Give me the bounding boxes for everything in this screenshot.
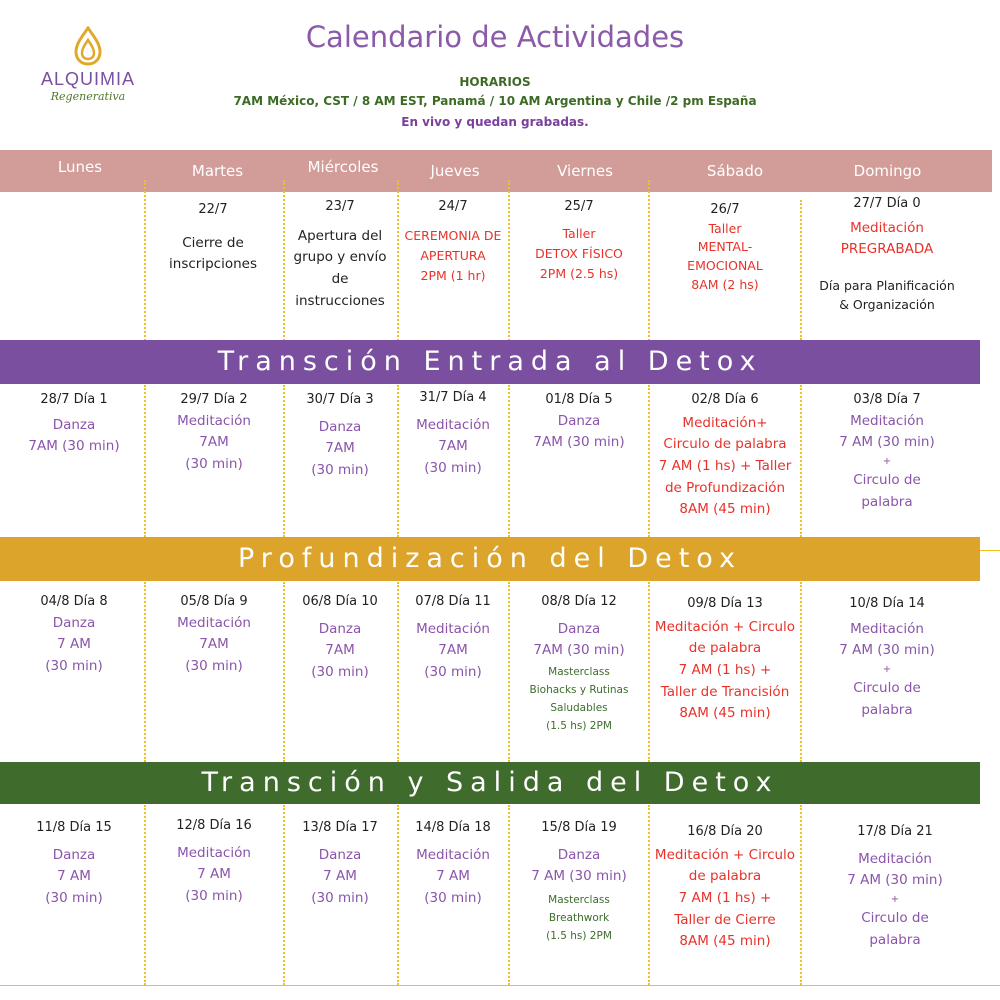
cell-line: 7 AM (1 hs) + <box>678 661 772 678</box>
cell-line: Meditación <box>177 412 251 429</box>
cell-line: Meditación <box>177 614 251 631</box>
calendar-cell <box>5 818 143 910</box>
cell-line: 2PM (1 hr) <box>420 267 486 283</box>
cell-line: 7 AM (30 min) <box>847 872 943 889</box>
calendar-cell <box>802 594 972 721</box>
cell-line: Día para Planificación <box>819 277 955 293</box>
cell-line: 7 AM <box>57 636 91 653</box>
cell-line: (30 min) <box>424 663 482 680</box>
cell-date: 17/8 Día 21 <box>857 824 933 839</box>
cell-line: grupo y envío de <box>293 249 387 287</box>
cell-line: 7 AM <box>436 868 470 885</box>
calendar-cell <box>802 390 972 513</box>
cell-line: Taller <box>562 225 596 241</box>
cell-line: palabra <box>861 701 913 718</box>
cell-note: Saludables <box>550 701 608 714</box>
cell-line: Danza <box>52 614 96 631</box>
cell-line: Circulo de <box>853 471 921 488</box>
cell-line: instrucciones <box>295 292 385 309</box>
calendar-cell <box>398 388 508 480</box>
calendar-cell <box>5 592 143 678</box>
column-divider <box>144 180 146 345</box>
cell-line: Danza <box>318 418 362 435</box>
cell-line: (30 min) <box>424 889 482 906</box>
cell-line: + <box>882 663 892 675</box>
cell-line: de Profundización <box>664 479 786 496</box>
cell-line: inscripciones <box>169 256 257 273</box>
calendar-cell <box>398 818 508 910</box>
cell-line: de palabra <box>688 640 762 657</box>
calendar-cell <box>398 592 508 684</box>
cell-line: DETOX FÍSICO <box>535 245 623 261</box>
calendar-cell <box>510 818 648 946</box>
cell-date: 12/8 Día 16 <box>176 818 252 833</box>
cell-date: 01/8 Día 5 <box>545 392 613 407</box>
calendar-cell <box>648 822 802 953</box>
cell-line: Meditación <box>850 412 924 429</box>
calendar-cell <box>285 390 395 482</box>
cell-line: Taller <box>708 220 742 236</box>
cell-line: 8AM (45 min) <box>679 705 771 722</box>
page-title: Calendario de Actividades <box>305 20 685 54</box>
cell-line: 7 AM (1 hs) + Taller <box>658 457 792 474</box>
cell-note: (1.5 hs) 2PM <box>546 719 612 732</box>
cell-line: Danza <box>52 846 96 863</box>
cell-line: Danza <box>318 620 362 637</box>
column-divider <box>648 180 650 345</box>
day-header-tuesday: Martes <box>191 162 244 180</box>
cell-line: Meditación <box>416 620 490 637</box>
cell-line: MENTAL- <box>697 239 753 255</box>
cell-date: 22/7 <box>198 202 228 217</box>
cell-line: Circulo de palabra <box>663 436 787 453</box>
day-header-wednesday: Miércoles <box>307 158 379 176</box>
cell-line: 7AM (30 min) <box>533 642 625 659</box>
schedule-label: HORARIOS <box>459 75 531 89</box>
cell-line: 7AM <box>325 642 355 659</box>
calendar-cell <box>648 594 802 725</box>
cell-date: 14/8 Día 18 <box>415 820 491 835</box>
cell-line: 7AM <box>438 642 468 659</box>
cell-date: 16/8 Día 20 <box>687 824 763 839</box>
cell-line: Meditación <box>850 620 924 637</box>
weekday-header-bar <box>0 150 992 192</box>
phase-bar-deepening: Profundización del Detox <box>0 537 980 581</box>
calendar-cell <box>285 818 395 910</box>
calendar-cell <box>396 197 510 286</box>
cell-line: Danza <box>557 412 601 429</box>
cell-line: 7AM (30 min) <box>533 434 625 451</box>
cell-line: 8AM (45 min) <box>679 501 771 518</box>
cell-line: Meditación + Circulo <box>654 846 796 863</box>
cell-line: CEREMONIA DE <box>404 227 502 243</box>
cell-date: 10/8 Día 14 <box>849 596 925 611</box>
day-header-friday: Viernes <box>557 162 613 180</box>
day-header-thursday: Jueves <box>430 162 480 180</box>
cell-line: Apertura del <box>297 227 383 244</box>
cell-line: (30 min) <box>45 657 103 674</box>
cell-line: 7AM <box>199 636 229 653</box>
cell-line: (30 min) <box>185 887 243 904</box>
cell-line: (30 min) <box>185 657 243 674</box>
cell-date: 06/8 Día 10 <box>302 594 378 609</box>
calendar-cell <box>510 390 648 454</box>
cell-date: 08/8 Día 12 <box>541 594 617 609</box>
cell-line: 7 AM <box>57 868 91 885</box>
cell-date: 02/8 Día 6 <box>691 392 759 407</box>
cell-line: Taller de Cierre <box>674 911 776 928</box>
cell-line: 2PM (2.5 hs) <box>539 265 619 281</box>
cell-date: 07/8 Día 11 <box>415 594 491 609</box>
calendar-cell <box>146 592 282 678</box>
cell-date: 29/7 Día 2 <box>180 392 248 407</box>
cell-note: (1.5 hs) 2PM <box>546 929 612 942</box>
cell-line: Meditación <box>416 846 490 863</box>
calendar-cell <box>146 816 282 908</box>
cell-line: 7AM (30 min) <box>28 438 120 455</box>
cell-line: Meditación + Circulo <box>654 618 796 635</box>
cell-date: 30/7 Día 3 <box>306 392 374 407</box>
cell-date: 11/8 Día 15 <box>36 820 112 835</box>
cell-line: 7 AM (30 min) <box>531 868 627 885</box>
row-divider <box>0 985 1000 986</box>
cell-line: Circulo de <box>853 679 921 696</box>
cell-line: (30 min) <box>311 889 369 906</box>
brand-logo <box>28 22 148 112</box>
cell-line: 8AM (45 min) <box>679 933 771 950</box>
day-header-saturday: Sábado <box>706 162 764 180</box>
cell-date: 28/7 Día 1 <box>40 392 108 407</box>
cell-line: PREGRABADA <box>840 241 934 258</box>
cell-line: EMOCIONAL <box>687 258 763 273</box>
schedule-note: En vivo y quedan grabadas. <box>401 115 589 129</box>
cell-line: Meditación <box>850 220 924 237</box>
day-header-monday: Lunes <box>57 158 103 176</box>
calendar-cell <box>285 592 395 684</box>
cell-line: (30 min) <box>45 889 103 906</box>
cell-line: Taller de Trancisión <box>660 683 790 700</box>
calendar-cell <box>5 390 143 458</box>
cell-line: Meditación <box>177 844 251 861</box>
cell-line: 7AM <box>325 440 355 457</box>
cell-line: Meditación <box>858 850 932 867</box>
cell-line: Circulo de <box>861 909 929 926</box>
calendar-cell <box>510 197 648 284</box>
cell-line: Meditación <box>416 416 490 433</box>
cell-date: 24/7 <box>438 199 468 214</box>
cell-line: + <box>890 893 900 905</box>
cell-line: palabra <box>869 931 921 948</box>
cell-line: 7AM <box>199 434 229 451</box>
cell-date: 25/7 <box>564 199 594 214</box>
drop-logo-icon <box>71 26 105 66</box>
cell-line: 7 AM (1 hs) + <box>678 889 772 906</box>
cell-line: Cierre de <box>182 234 244 251</box>
calendar-cell <box>802 822 988 951</box>
cell-date: 13/8 Día 17 <box>302 820 378 835</box>
calendar-cell <box>146 390 282 476</box>
brand-name: ALQUIMIA <box>40 69 136 89</box>
calendar-cell <box>284 197 396 312</box>
cell-line: 7 AM (30 min) <box>839 434 935 451</box>
cell-note: Masterclass <box>548 665 610 678</box>
cell-line: de palabra <box>688 868 762 885</box>
calendar-cell <box>652 198 798 295</box>
brand-subtitle: Regenerativa <box>50 90 126 103</box>
cell-line: (30 min) <box>311 663 369 680</box>
cell-line: 7 AM <box>323 868 357 885</box>
cell-date: 15/8 Día 19 <box>541 820 617 835</box>
calendar-cell <box>802 194 972 315</box>
cell-line: (30 min) <box>424 459 482 476</box>
cell-date: 03/8 Día 7 <box>853 392 921 407</box>
cell-line: Meditación+ <box>682 414 768 431</box>
phase-bar-exit: Transción y Salida del Detox <box>0 762 980 804</box>
cell-line: Danza <box>557 846 601 863</box>
cell-line: APERTURA <box>420 247 486 263</box>
cell-note: Biohacks y Rutinas <box>529 683 629 696</box>
schedule-times: 7AM México, CST / 8 AM EST, Panamá / 10 AM Argentina y Chile /2 pm España <box>233 94 757 108</box>
cell-date: 05/8 Día 9 <box>180 594 248 609</box>
cell-line: 7 AM <box>197 866 231 883</box>
cell-line: 7AM <box>438 438 468 455</box>
cell-line: Danza <box>557 620 601 637</box>
cell-line: 8AM (2 hs) <box>691 276 759 292</box>
cell-date: 04/8 Día 8 <box>40 594 108 609</box>
cell-note: Breathwork <box>548 911 610 924</box>
cell-note: Masterclass <box>548 893 610 906</box>
cell-date: 27/7 Día 0 <box>853 196 921 211</box>
cell-line: (30 min) <box>311 461 369 478</box>
cell-date: 31/7 Día 4 <box>419 390 487 405</box>
cell-line: & Organización <box>839 297 935 313</box>
calendar-cell <box>148 200 278 276</box>
calendar-cell <box>510 592 648 735</box>
cell-line: (30 min) <box>185 455 243 472</box>
cell-line: + <box>882 455 892 467</box>
cell-line: Danza <box>52 416 96 433</box>
cell-line: palabra <box>861 493 913 510</box>
phase-bar-entry: Transción Entrada al Detox <box>0 340 980 384</box>
cell-date: 09/8 Día 13 <box>687 596 763 611</box>
cell-date: 23/7 <box>325 199 355 214</box>
calendar-cell <box>650 390 800 521</box>
day-header-sunday: Domingo <box>853 162 922 180</box>
cell-line: 7 AM (30 min) <box>839 642 935 659</box>
cell-line: Danza <box>318 846 362 863</box>
cell-date: 26/7 <box>710 202 740 217</box>
